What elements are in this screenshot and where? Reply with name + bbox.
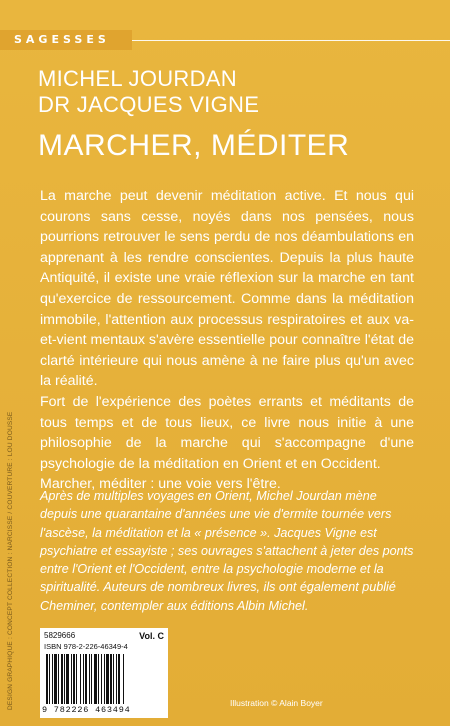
volume-label: Vol. C bbox=[139, 631, 164, 641]
design-credits: DESIGN GRAPHIQUE : CONCEPT COLLECTION : NARCISSE / COUVERTURE : LOU DOUSSE bbox=[7, 411, 14, 710]
author-1: MICHEL JOURDAN bbox=[38, 66, 237, 91]
barcode-icon bbox=[44, 654, 164, 704]
blurb-paragraph-3: Marcher, méditer : une voie vers l'être. bbox=[40, 476, 281, 493]
barcode-digits: 9 782226 463494 bbox=[42, 705, 131, 715]
product-code: 5829666 bbox=[44, 631, 76, 640]
barcode-sticker bbox=[40, 628, 168, 718]
series-label: SAGESSES bbox=[0, 30, 132, 50]
blurb-paragraph-2: Fort de l'expérience des poètes errants et méditants de tous temps et de tous lieux, ce livre nous initie à une philosophie de la marche qui s'accompagne d'une psychologie de la méditation en Orient et en Occident. bbox=[40, 393, 414, 472]
author-2: DR JACQUES VIGNE bbox=[38, 92, 260, 117]
authors bbox=[38, 66, 428, 118]
blurb bbox=[40, 186, 414, 495]
author-bio: Après de multiples voyages en Orient, Michel Jourdan mène depuis une quarantaine d'années une vie d'ermite tournée vers l'ascèse, la méditation et la « présence ». Jacques Vigne est psychiatre et essayiste ; ses ouvrages s'attachent à jeter des ponts entre l'Orient et l'Occident, entre la psychologie moderne et la spiritualité. Auteurs de nombreux livres, ils ont également publié Cheminer, contempler aux éditions Albin Michel. bbox=[40, 489, 414, 613]
illustration-credit: Illustration © Alain Boyer bbox=[230, 698, 323, 708]
book-title: MARCHER, MÉDITER bbox=[38, 129, 350, 162]
header-rule bbox=[132, 40, 450, 41]
blurb-paragraph-1: La marche peut devenir méditation active. Et nous qui courons sans cesse, noyés dans nos pensées, nous pourrions retrouver le sens perdu de nos déambulations en apprenant à les rendre conscientes. Depuis la plus haute Antiquité, il existe une vraie réflexion sur la marche en tant qu'exercice de ressourcement. Comme dans la méditation immobile, l'attention aux processus respiratoires et aux va-et-vient mentaux s'avère essentielle pour connaître l'état de clarté intérieure qui nous amène à ne faire plus qu'un avec la réalité. bbox=[40, 188, 414, 390]
isbn-text: ISBN 978-2-226-46349-4 bbox=[44, 642, 128, 651]
